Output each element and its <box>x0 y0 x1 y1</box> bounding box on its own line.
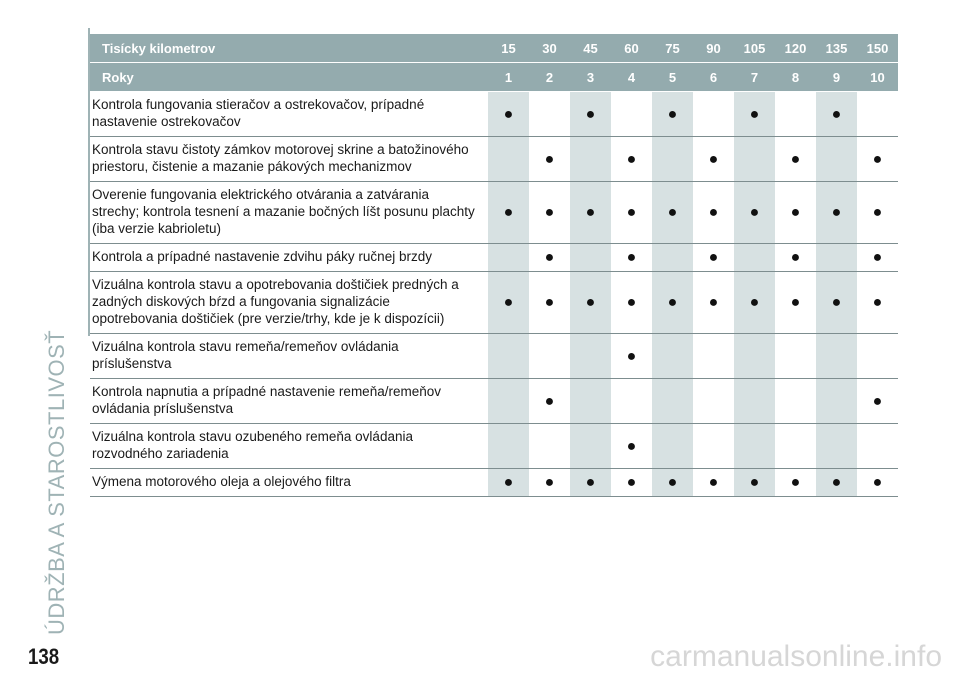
row-label: Overenie fungovania elektrického otvárania a zatvárania strechy; kontrola tesnení a mazanie bočných líšt posunu plachty (iba verzie kabrioletu) <box>90 182 488 244</box>
interval-bullet-icon: ● <box>734 92 775 137</box>
interval-cell <box>529 92 570 137</box>
header-km-2: 45 <box>570 34 611 63</box>
interval-bullet-icon: ● <box>611 137 652 182</box>
interval-cell <box>488 137 529 182</box>
interval-cell <box>488 244 529 272</box>
interval-cell <box>734 244 775 272</box>
interval-cell <box>775 92 816 137</box>
interval-cell <box>529 334 570 379</box>
interval-bullet-icon: ● <box>529 469 570 497</box>
interval-bullet-icon: ● <box>693 244 734 272</box>
interval-bullet-icon: ● <box>488 92 529 137</box>
interval-cell <box>775 379 816 424</box>
interval-bullet-icon: ● <box>857 379 898 424</box>
interval-bullet-icon: ● <box>652 182 693 244</box>
section-title: ÚDRŽBA A STAROSTLIVOSŤ <box>44 329 69 635</box>
interval-cell <box>816 334 857 379</box>
interval-cell <box>816 244 857 272</box>
interval-bullet-icon: ● <box>693 272 734 334</box>
interval-cell <box>693 92 734 137</box>
interval-bullet-icon: ● <box>734 469 775 497</box>
interval-bullet-icon: ● <box>611 424 652 469</box>
interval-cell <box>734 379 775 424</box>
maintenance-schedule-table <box>90 34 898 497</box>
interval-bullet-icon: ● <box>857 182 898 244</box>
interval-cell <box>570 137 611 182</box>
interval-bullet-icon: ● <box>816 182 857 244</box>
page-number: 138 <box>28 644 60 669</box>
table-row <box>90 244 898 272</box>
table-row <box>90 137 898 182</box>
interval-cell <box>775 334 816 379</box>
interval-bullet-icon: ● <box>857 469 898 497</box>
table-row <box>90 469 898 497</box>
interval-cell <box>570 379 611 424</box>
interval-bullet-icon: ● <box>611 334 652 379</box>
interval-bullet-icon: ● <box>611 182 652 244</box>
interval-bullet-icon: ● <box>529 379 570 424</box>
interval-cell <box>816 424 857 469</box>
header-km-3: 60 <box>611 34 652 63</box>
header-year-8: 9 <box>816 63 857 92</box>
interval-cell <box>734 334 775 379</box>
header-km-0: 15 <box>488 34 529 63</box>
table-row <box>90 334 898 379</box>
interval-bullet-icon: ● <box>570 92 611 137</box>
header-year-7: 8 <box>775 63 816 92</box>
interval-cell <box>652 137 693 182</box>
interval-bullet-icon: ● <box>652 469 693 497</box>
row-label: Kontrola a prípadné nastavenie zdvihu páky ručnej brzdy <box>90 244 488 272</box>
header-year-9: 10 <box>857 63 898 92</box>
header-km-label: Tisícky kilometrov <box>90 34 488 63</box>
table-row <box>90 272 898 334</box>
interval-cell <box>611 379 652 424</box>
header-km-1: 30 <box>529 34 570 63</box>
header-km-7: 120 <box>775 34 816 63</box>
header-km-9: 150 <box>857 34 898 63</box>
table-row <box>90 379 898 424</box>
interval-bullet-icon: ● <box>775 137 816 182</box>
interval-bullet-icon: ● <box>529 244 570 272</box>
interval-bullet-icon: ● <box>611 469 652 497</box>
interval-bullet-icon: ● <box>775 469 816 497</box>
interval-bullet-icon: ● <box>652 272 693 334</box>
interval-bullet-icon: ● <box>693 469 734 497</box>
interval-bullet-icon: ● <box>693 137 734 182</box>
interval-bullet-icon: ● <box>570 182 611 244</box>
interval-cell <box>611 92 652 137</box>
header-year-0: 1 <box>488 63 529 92</box>
row-label: Kontrola napnutia a prípadné nastavenie remeňa/remeňov ovládania príslušenstva <box>90 379 488 424</box>
row-label: Kontrola stavu čistoty zámkov motorovej skrine a batožinového priestoru, čistenie a mazanie pákových mechanizmov <box>90 137 488 182</box>
header-year-4: 5 <box>652 63 693 92</box>
interval-bullet-icon: ● <box>857 244 898 272</box>
row-label: Výmena motorového oleja a olejového filtra <box>90 469 488 497</box>
table-row <box>90 182 898 244</box>
interval-cell <box>816 379 857 424</box>
interval-bullet-icon: ● <box>816 272 857 334</box>
header-km-6: 105 <box>734 34 775 63</box>
interval-cell <box>529 424 570 469</box>
interval-bullet-icon: ● <box>734 182 775 244</box>
interval-cell <box>775 424 816 469</box>
header-year-2: 3 <box>570 63 611 92</box>
interval-cell <box>693 379 734 424</box>
interval-bullet-icon: ● <box>611 244 652 272</box>
interval-bullet-icon: ● <box>857 272 898 334</box>
interval-bullet-icon: ● <box>775 272 816 334</box>
interval-cell <box>816 137 857 182</box>
interval-bullet-icon: ● <box>816 92 857 137</box>
interval-cell <box>652 379 693 424</box>
interval-cell <box>693 424 734 469</box>
interval-cell <box>734 137 775 182</box>
interval-cell <box>734 424 775 469</box>
interval-cell <box>693 334 734 379</box>
interval-bullet-icon: ● <box>529 137 570 182</box>
header-year-3: 4 <box>611 63 652 92</box>
interval-bullet-icon: ● <box>857 137 898 182</box>
interval-bullet-icon: ● <box>693 182 734 244</box>
header-km-4: 75 <box>652 34 693 63</box>
watermark: carmanualsonline.info <box>650 640 942 673</box>
row-label: Kontrola fungovania stieračov a ostrekovačov, prípadné nastavenie ostrekovačov <box>90 92 488 137</box>
header-row-km <box>90 34 898 63</box>
interval-cell <box>488 379 529 424</box>
interval-bullet-icon: ● <box>488 182 529 244</box>
interval-bullet-icon: ● <box>570 272 611 334</box>
interval-bullet-icon: ● <box>816 469 857 497</box>
interval-bullet-icon: ● <box>652 92 693 137</box>
interval-cell <box>652 424 693 469</box>
interval-bullet-icon: ● <box>529 272 570 334</box>
header-year-1: 2 <box>529 63 570 92</box>
interval-cell <box>570 244 611 272</box>
interval-cell <box>652 334 693 379</box>
interval-cell <box>857 424 898 469</box>
interval-bullet-icon: ● <box>611 272 652 334</box>
interval-bullet-icon: ● <box>734 272 775 334</box>
table-row <box>90 92 898 137</box>
interval-bullet-icon: ● <box>529 182 570 244</box>
interval-cell <box>857 334 898 379</box>
header-row-years <box>90 63 898 92</box>
row-label: Vizuálna kontrola stavu remeňa/remeňov ovládania príslušenstva <box>90 334 488 379</box>
interval-bullet-icon: ● <box>570 469 611 497</box>
interval-bullet-icon: ● <box>775 244 816 272</box>
header-year-6: 7 <box>734 63 775 92</box>
schedule-body <box>90 92 898 497</box>
interval-bullet-icon: ● <box>488 469 529 497</box>
header-km-5: 90 <box>693 34 734 63</box>
interval-cell <box>570 334 611 379</box>
interval-bullet-icon: ● <box>488 272 529 334</box>
interval-cell <box>570 424 611 469</box>
header-year-5: 6 <box>693 63 734 92</box>
interval-cell <box>857 92 898 137</box>
row-label: Vizuálna kontrola stavu a opotrebovania doštičiek predných a zadných diskových bŕzd a fungovania signalizácie opotrebovania doštičiek (pre verzie/trhy, kde je k dispozícii) <box>90 272 488 334</box>
interval-cell <box>488 334 529 379</box>
interval-cell <box>488 424 529 469</box>
row-label: Vizuálna kontrola stavu ozubeného remeňa ovládania rozvodného zariadenia <box>90 424 488 469</box>
interval-cell <box>652 244 693 272</box>
table-row <box>90 424 898 469</box>
header-km-8: 135 <box>816 34 857 63</box>
header-years-label: Roky <box>90 63 488 92</box>
interval-bullet-icon: ● <box>775 182 816 244</box>
